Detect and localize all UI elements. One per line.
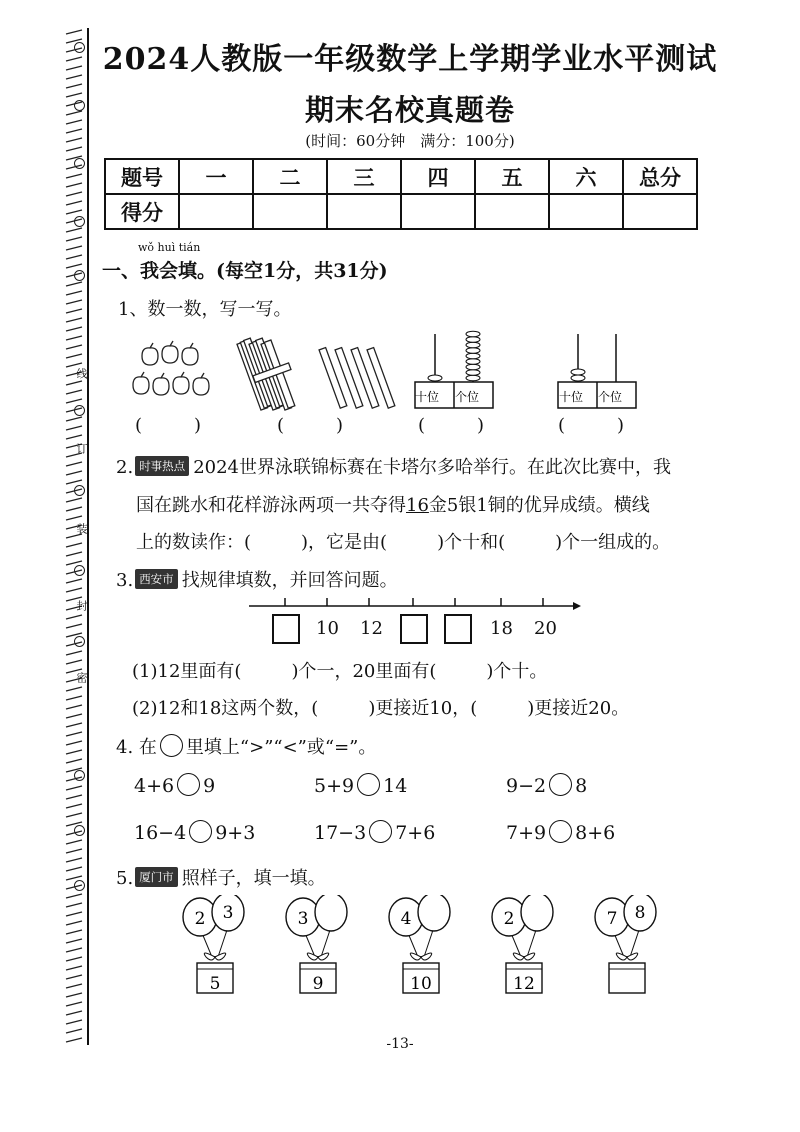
gift-box[interactable] bbox=[609, 963, 645, 993]
score-input[interactable] bbox=[253, 194, 327, 229]
compare-blank[interactable] bbox=[549, 773, 572, 796]
city-tag: 西安市 bbox=[135, 569, 178, 589]
number-line-label: 20 bbox=[534, 618, 557, 639]
compare-blank[interactable] bbox=[357, 773, 380, 796]
score-header-row bbox=[105, 159, 697, 194]
underlined-number: 16 bbox=[406, 495, 429, 516]
compare-blank[interactable] bbox=[189, 820, 212, 843]
balloon-number: 8 bbox=[634, 903, 646, 923]
binding-hole bbox=[74, 158, 85, 169]
gift-number: 12 bbox=[513, 974, 535, 994]
hot-topic-tag: 时事热点 bbox=[135, 456, 189, 476]
score-cell: 一 bbox=[179, 159, 253, 194]
question-3-text: 3. 西安市 找规律填数，并回答问题。 bbox=[116, 570, 398, 591]
balloon-number: 2 bbox=[503, 909, 515, 929]
score-input[interactable] bbox=[623, 194, 697, 229]
balloon-number: 2 bbox=[194, 909, 206, 929]
answer-blank-4[interactable]: ( ) bbox=[558, 415, 625, 436]
balloon-group bbox=[492, 895, 553, 994]
balloon-number: 3 bbox=[222, 903, 234, 923]
section-heading: 一、我会填。(每空1分，共31分) bbox=[102, 260, 388, 282]
score-input[interactable] bbox=[475, 194, 549, 229]
balloon-number: 3 bbox=[297, 909, 309, 929]
city-tag: 厦门市 bbox=[135, 867, 178, 887]
score-cell: 六 bbox=[549, 159, 623, 194]
balloon-number: 4 bbox=[400, 909, 412, 929]
binding-hole bbox=[74, 565, 85, 576]
balloon-group bbox=[286, 895, 347, 994]
gift-number: 9 bbox=[312, 974, 324, 994]
question-2-line2: 国在跳水和花样游泳两项一共夺得16金5银1铜的优异成绩。横线 bbox=[136, 495, 650, 516]
balloon-icon[interactable] bbox=[418, 895, 450, 931]
pinyin: wǒ huì tián bbox=[138, 241, 201, 254]
question-1-text: 1、数一数，写一写。 bbox=[118, 299, 292, 320]
binding-hole bbox=[74, 270, 85, 281]
binding-label: 密 bbox=[75, 672, 88, 683]
stick-bundle-icon bbox=[237, 338, 295, 410]
compare-item: 5+9 14 bbox=[314, 775, 408, 797]
balloon-icon[interactable] bbox=[315, 895, 347, 931]
number-line-label: 10 bbox=[316, 618, 339, 639]
binding-label: 封 bbox=[75, 600, 88, 611]
abacus-1-ones-label: 个位 bbox=[455, 390, 480, 404]
score-table bbox=[104, 158, 698, 230]
balloon-group bbox=[595, 895, 656, 993]
loose-sticks-icon bbox=[319, 348, 395, 409]
page-number: -13- bbox=[386, 1036, 414, 1052]
binding-hole bbox=[74, 100, 85, 111]
score-input[interactable] bbox=[401, 194, 475, 229]
score-cell: 五 bbox=[475, 159, 549, 194]
binding-hole bbox=[74, 880, 85, 891]
score-cell: 二 bbox=[253, 159, 327, 194]
question-2-line3: 上的数读作：( )，它是由( )个十和( )个一组成的。 bbox=[136, 532, 671, 553]
score-cell: 三 bbox=[327, 159, 401, 194]
q3-sub2: (2)12和18这两个数，( )更接近10，( )更接近20。 bbox=[132, 698, 630, 719]
abacus-2-tens-label: 十位 bbox=[559, 390, 584, 404]
binding-label: 订 bbox=[75, 443, 88, 454]
score-cell: 题号 bbox=[105, 159, 179, 194]
score-input[interactable] bbox=[179, 194, 253, 229]
binding-hole bbox=[74, 405, 85, 416]
compare-item: 7+9 8+6 bbox=[506, 822, 616, 844]
abacus-2-ones-label: 个位 bbox=[598, 390, 623, 404]
answer-blank-1[interactable]: ( ) bbox=[135, 415, 202, 436]
balloon-gifts bbox=[170, 895, 670, 1005]
binding-hole bbox=[74, 485, 85, 496]
question-5-text: 5. 厦门市 照样子，填一填。 bbox=[116, 868, 326, 889]
q3-sub1: (1)12里面有( )个一，20里面有( )个十。 bbox=[132, 661, 548, 682]
apple-icon bbox=[133, 341, 209, 395]
page-subtitle-title: 期末名校真题卷 bbox=[304, 93, 515, 127]
binding-label: 线 bbox=[75, 368, 88, 379]
compare-item: 16−4 9+3 bbox=[134, 822, 256, 844]
exam-info: (时间：60分钟 满分：100分) bbox=[305, 132, 515, 150]
score-input-row bbox=[105, 194, 697, 229]
compare-blank[interactable] bbox=[177, 773, 200, 796]
balloon-number: 7 bbox=[606, 909, 618, 929]
score-cell: 得分 bbox=[105, 194, 179, 229]
binding-strip bbox=[0, 0, 95, 1132]
circle-icon bbox=[160, 734, 183, 757]
page-title: 2024人教版一年级数学上学期学业水平测试 bbox=[102, 42, 718, 77]
compare-item: 17−3 7+6 bbox=[314, 822, 436, 844]
binding-hole bbox=[74, 636, 85, 647]
balloon-group bbox=[389, 895, 450, 994]
number-line-blank[interactable] bbox=[400, 614, 428, 644]
score-input[interactable] bbox=[327, 194, 401, 229]
compare-blank[interactable] bbox=[369, 820, 392, 843]
number-line-label: 12 bbox=[360, 618, 383, 639]
question-2-line1: 2. 时事热点 2024世界泳联锦标赛在卡塔尔多哈举行。在此次比赛中，我 bbox=[116, 457, 671, 478]
balloon-group bbox=[183, 895, 244, 994]
score-input[interactable] bbox=[549, 194, 623, 229]
binding-hole bbox=[74, 216, 85, 227]
compare-blank[interactable] bbox=[549, 820, 572, 843]
binding-hole bbox=[74, 825, 85, 836]
gift-number: 10 bbox=[410, 974, 432, 994]
question-4-text: 4. 在 里填上“>”“<”或“=”。 bbox=[116, 733, 376, 759]
gift-number: 5 bbox=[209, 974, 221, 994]
score-cell: 四 bbox=[401, 159, 475, 194]
answer-blank-3[interactable]: ( ) bbox=[418, 415, 485, 436]
number-line-label: 18 bbox=[490, 618, 513, 639]
balloon-icon[interactable] bbox=[521, 895, 553, 931]
binding-hole bbox=[74, 42, 85, 53]
score-cell: 总分 bbox=[623, 159, 697, 194]
number-line-blank[interactable] bbox=[272, 614, 300, 644]
compare-item: 4+6 9 bbox=[134, 775, 216, 797]
answer-blank-2[interactable]: ( ) bbox=[277, 415, 344, 436]
number-line-blank[interactable] bbox=[444, 614, 472, 644]
abacus-1-tens-label: 十位 bbox=[415, 390, 440, 404]
binding-hole bbox=[74, 770, 85, 781]
binding-label: 装 bbox=[75, 523, 88, 534]
number-line bbox=[245, 596, 585, 610]
compare-item: 9−2 8 bbox=[506, 775, 588, 797]
